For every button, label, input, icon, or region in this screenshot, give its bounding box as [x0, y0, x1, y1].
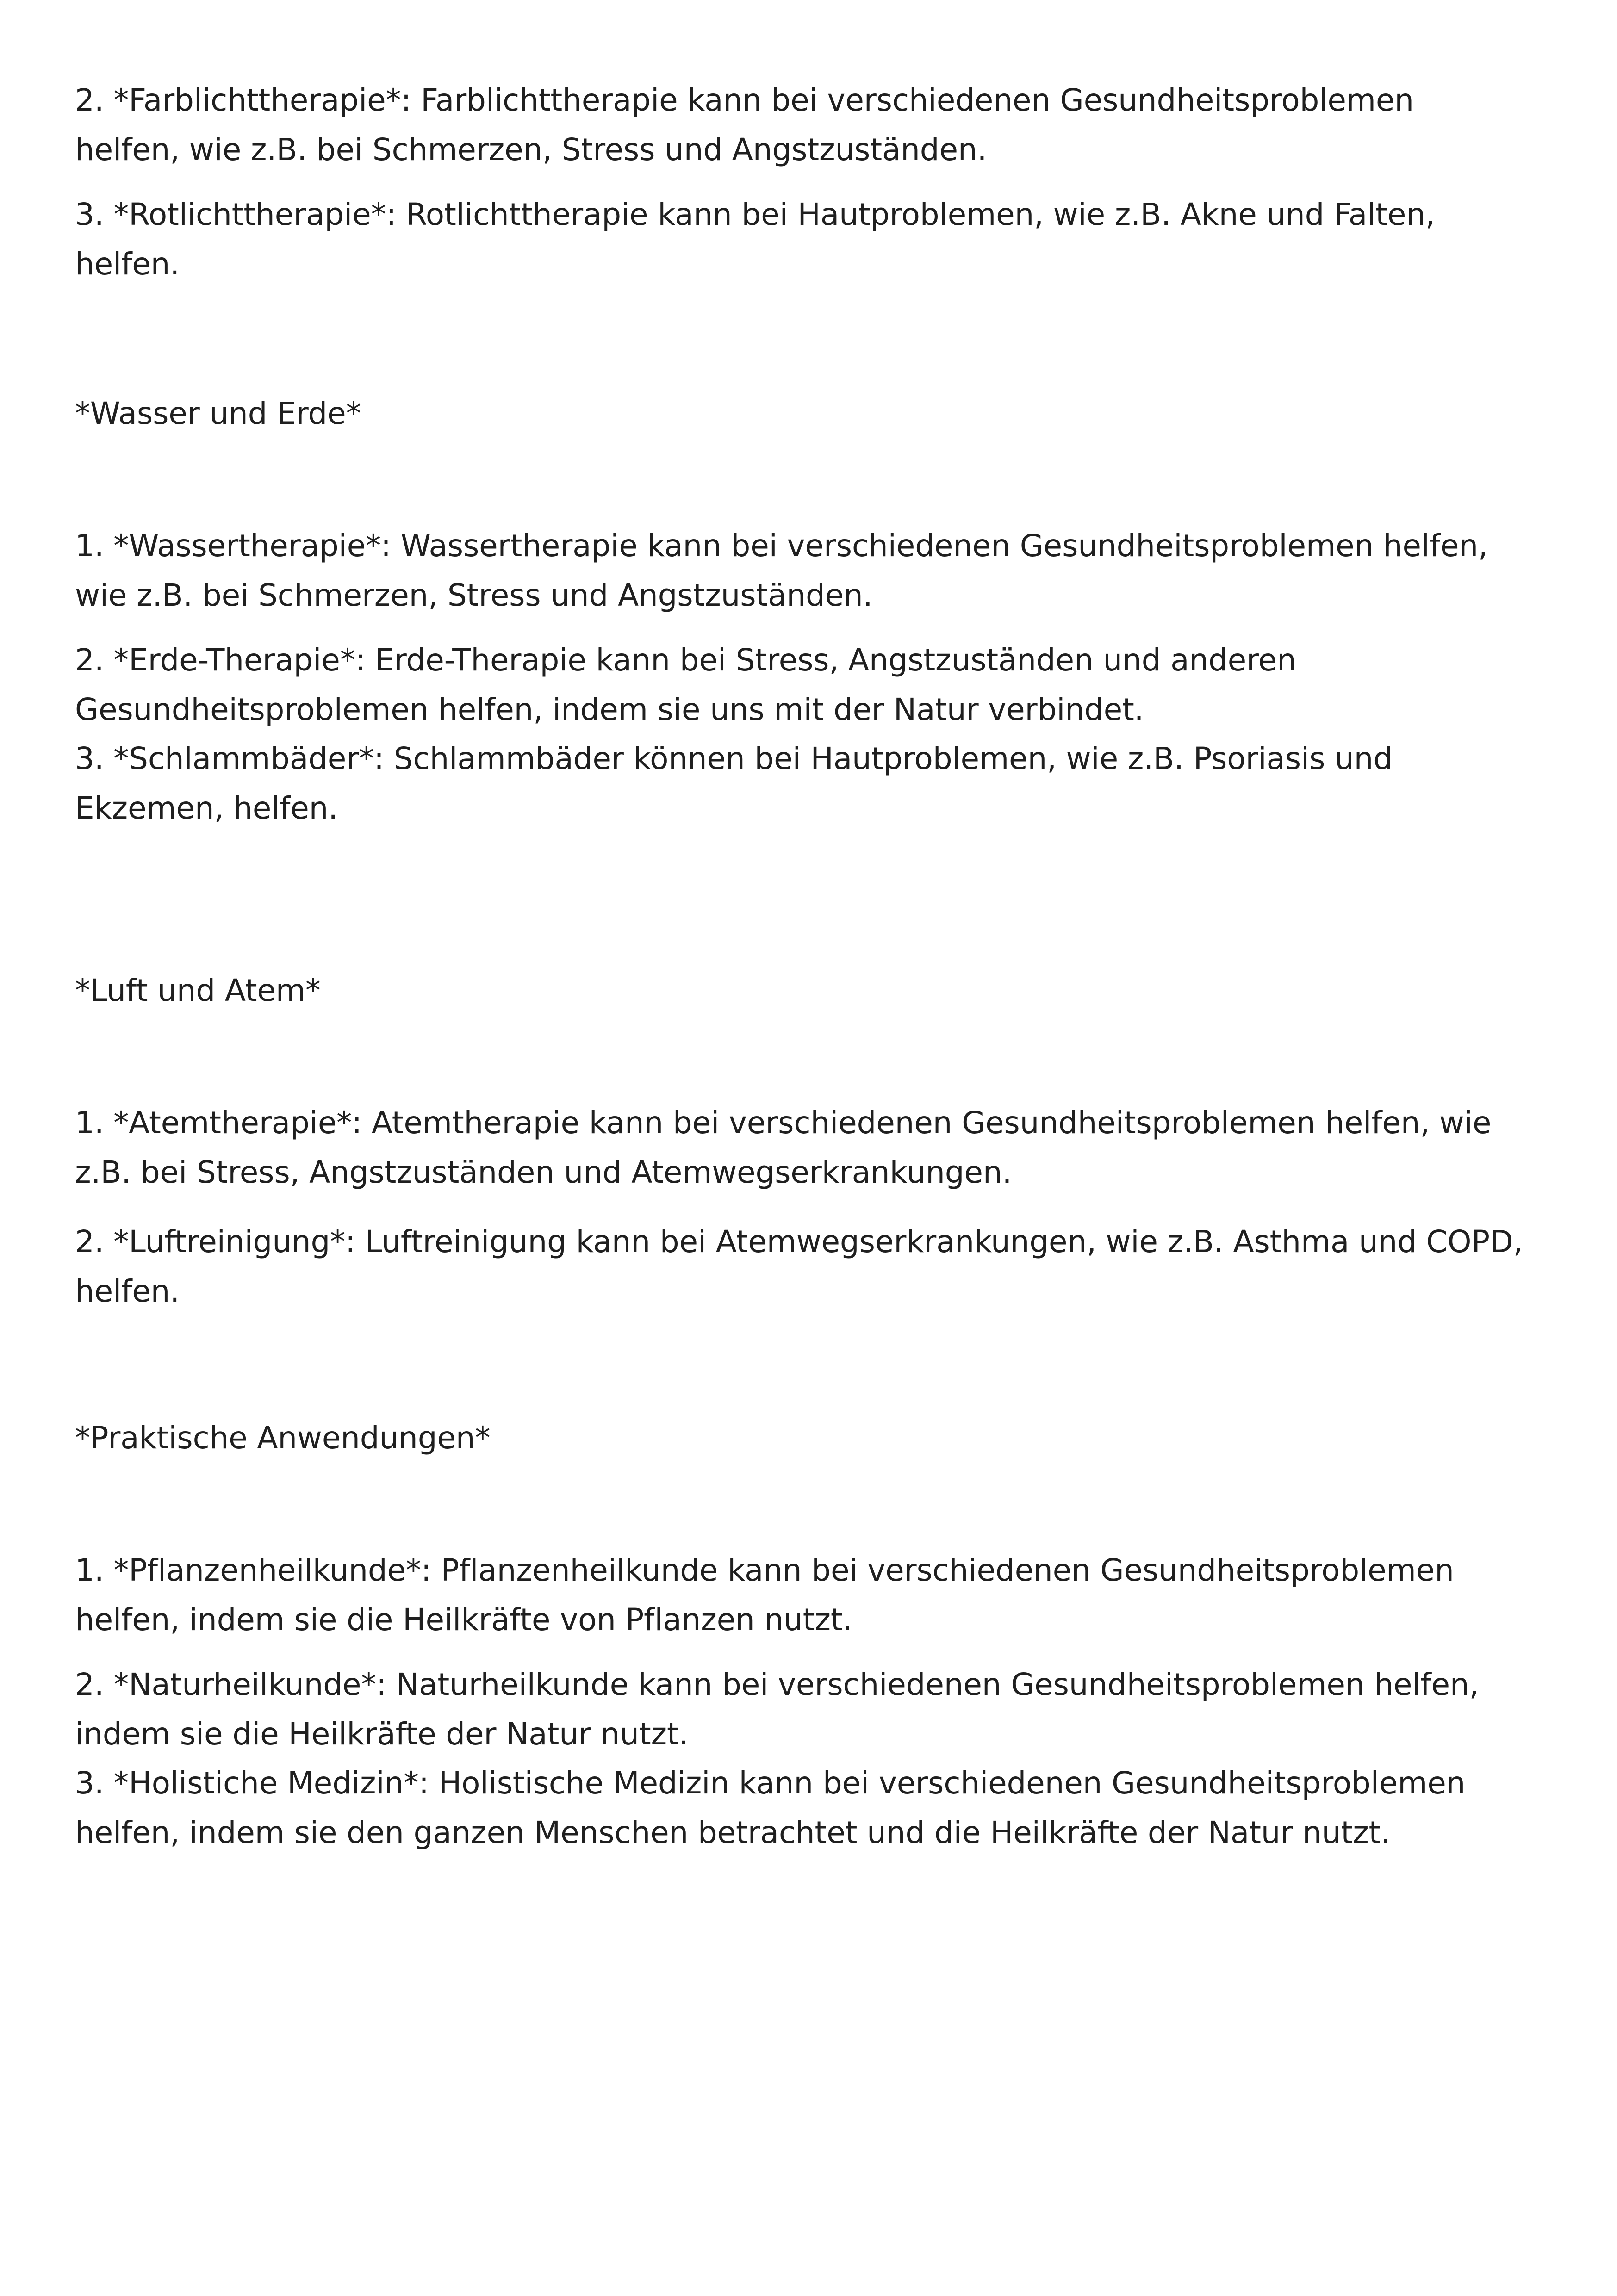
list-item-line: 1. *Atemtherapie*: Atemtherapie kann bei verschiedenen Gesundheitsproblemen helfen, wie: [75, 1105, 1492, 1141]
list-item-line: 2. *Naturheilkunde*: Naturheilkunde kann bei verschiedenen Gesundheitsproblemen helfen,: [75, 1667, 1479, 1702]
section-heading-text: *Wasser und Erde*: [75, 396, 361, 431]
list-item-line: 3. *Schlammbäder*: Schlammbäder können bei Hautproblemen, wie z.B. Psoriasis und: [75, 741, 1393, 776]
list-item-line: z.B. bei Stress, Angstzuständen und Atemwegserkrankungen.: [75, 1154, 1012, 1190]
list-item-naturheilkunde: [75, 1660, 1565, 1759]
list-item-rotlichttherapie: [75, 190, 1565, 289]
list-item-farblichttherapie: [75, 75, 1565, 174]
list-item-line: 2. *Farblichttherapie*: Farblichttherapie kann bei verschiedenen Gesundheitsproblemen: [75, 82, 1414, 118]
list-item-line: helfen, indem sie den ganzen Menschen betrachtet und die Heilkräfte der Natur nutzt.: [75, 1815, 1390, 1850]
section-heading-luft-und-atem: [75, 966, 1565, 1015]
list-item-line: helfen.: [75, 1273, 180, 1309]
section-heading-text: *Luft und Atem*: [75, 973, 321, 1008]
list-item-line: 1. *Pflanzenheilkunde*: Pflanzenheilkunde kann bei verschiedenen Gesundheitsproblemen: [75, 1552, 1454, 1588]
list-item-erde-therapie: [75, 635, 1565, 734]
list-item-line: helfen.: [75, 246, 180, 282]
section-heading-wasser-und-erde: [75, 389, 1565, 438]
section-heading-praktische-anwendungen: [75, 1413, 1565, 1463]
list-item-line: helfen, indem sie die Heilkräfte von Pflanzen nutzt.: [75, 1602, 852, 1638]
list-item-schlammbaeder: [75, 734, 1565, 833]
list-item-line: wie z.B. bei Schmerzen, Stress und Angstzuständen.: [75, 577, 873, 613]
list-item-line: Gesundheitsproblemen helfen, indem sie uns mit der Natur verbindet.: [75, 692, 1144, 727]
list-item-holistische-medizin: [75, 1758, 1565, 1857]
list-item-line: 1. *Wassertherapie*: Wassertherapie kann bei verschiedenen Gesundheitsproblemen helfen,: [75, 528, 1488, 564]
list-item-line: 2. *Luftreinigung*: Luftreinigung kann bei Atemwegserkrankungen, wie z.B. Asthma und COPD,: [75, 1224, 1523, 1260]
list-item-luftreinigung: [75, 1217, 1565, 1316]
list-item-line: 3. *Holistiche Medizin*: Holistische Medizin kann bei verschiedenen Gesundheitsproblemen: [75, 1765, 1466, 1801]
list-item-line: indem sie die Heilkräfte der Natur nutzt.: [75, 1716, 689, 1752]
list-item-line: Ekzemen, helfen.: [75, 790, 338, 826]
list-item-wassertherapie: [75, 521, 1565, 620]
list-item-atemtherapie: [75, 1098, 1565, 1197]
section-heading-text: *Praktische Anwendungen*: [75, 1420, 491, 1456]
list-item-line: helfen, wie z.B. bei Schmerzen, Stress und Angstzuständen.: [75, 132, 987, 168]
list-item-line: 3. *Rotlichttherapie*: Rotlichttherapie kann bei Hautproblemen, wie z.B. Akne und Falten,: [75, 197, 1435, 232]
list-item-pflanzenheilkunde: [75, 1545, 1565, 1644]
list-item-line: 2. *Erde-Therapie*: Erde-Therapie kann bei Stress, Angstzuständen und anderen: [75, 642, 1296, 678]
